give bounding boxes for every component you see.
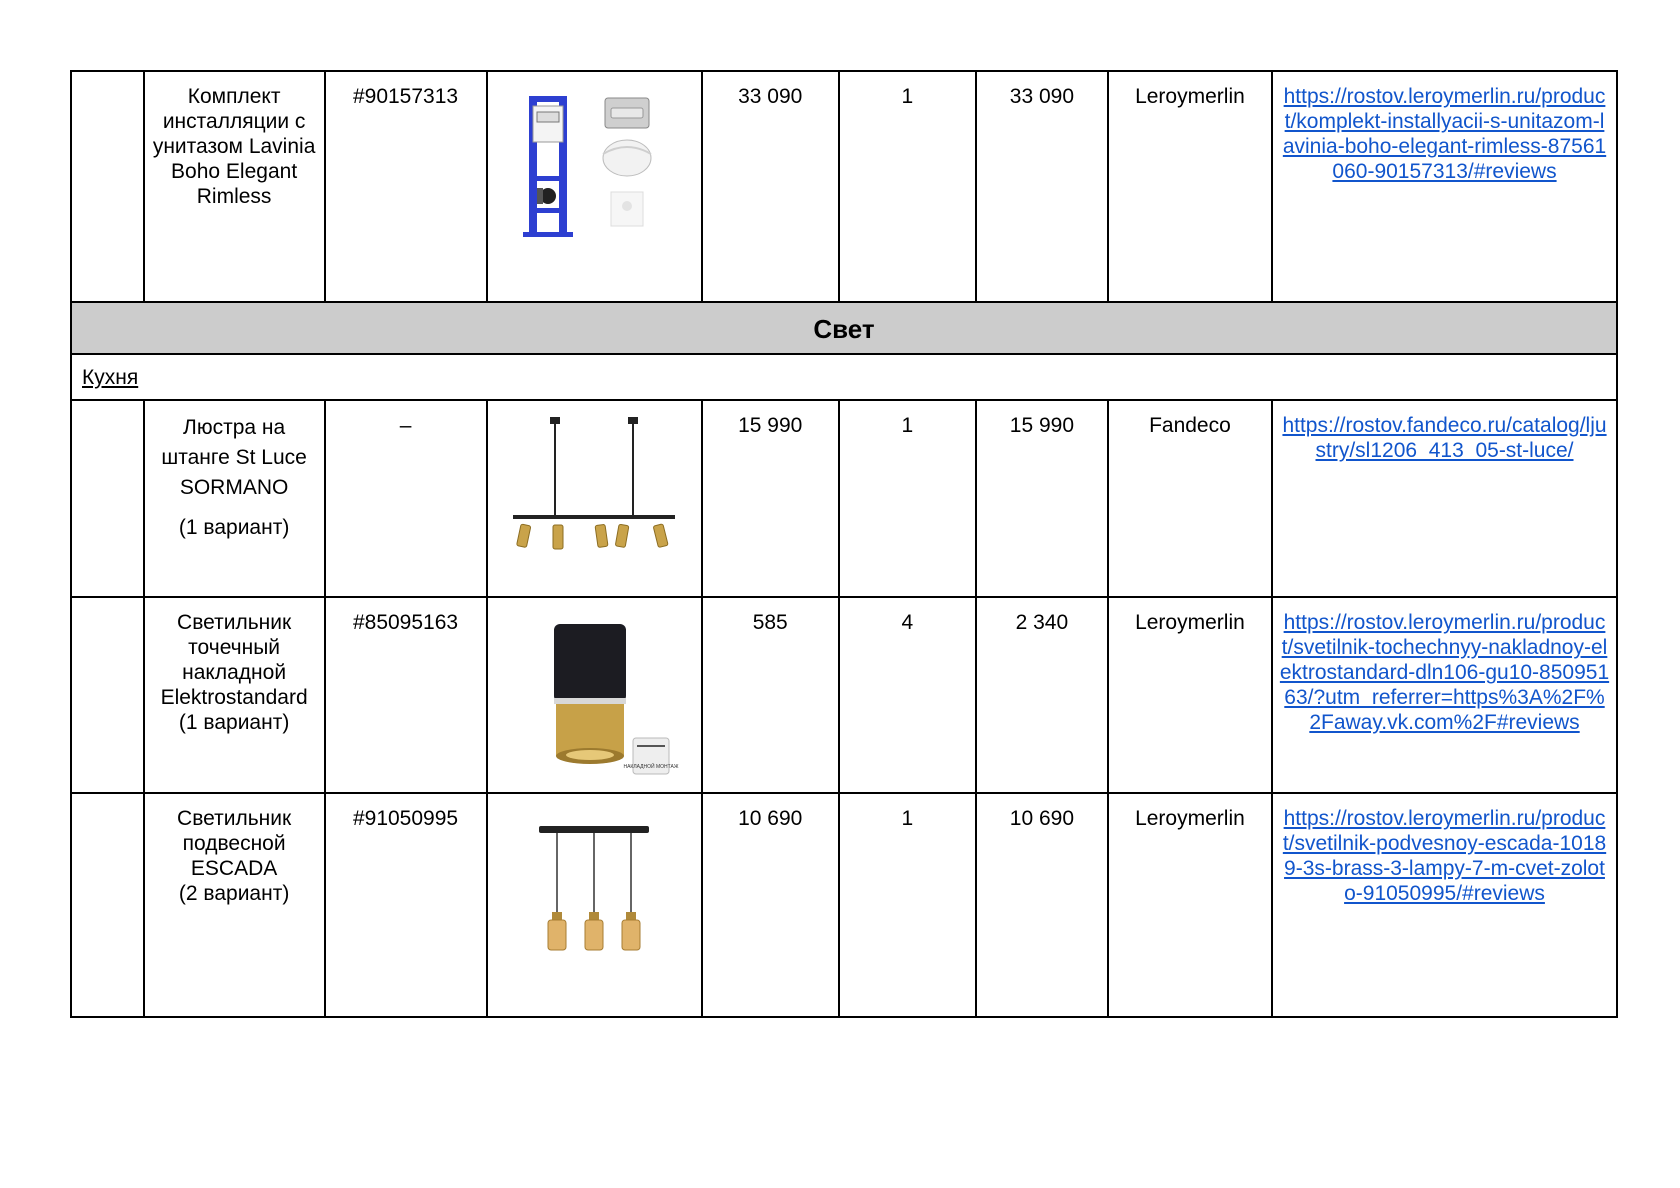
table-row [71,793,1617,1017]
table-row [71,71,1617,302]
total-price: 33 090 [976,71,1108,302]
product-image-cell [487,71,702,302]
section-title: Свет [71,302,1617,354]
product-name: Светильник точечный накладной Elektrostandard [160,611,308,709]
unit-price: 15 990 [702,400,839,597]
product-name: Комплект инсталляции с унитазом Lavinia Boho Elegant Rimless [144,71,325,302]
product-link-cell [1272,400,1617,597]
article-number: #85095163 [325,597,487,793]
unit-price: 10 690 [702,793,839,1017]
subsection-title: Кухня [82,366,139,389]
unit-price: 585 [702,597,839,793]
spot-light-image [519,610,679,780]
product-image-cell [487,597,702,793]
product-name-cell [144,400,325,597]
track-chandelier-image [509,413,679,563]
product-image-cell [487,400,702,597]
index-cell [71,71,144,302]
table-row [71,597,1617,793]
index-cell [71,400,144,597]
article-number: #90157313 [325,71,487,302]
product-link[interactable]: https://rostov.fandeco.ru/catalog/ljustry/sl1206_413_05-st-luce/ [1282,414,1607,462]
index-cell [71,597,144,793]
pendant-lamp-image [529,806,659,976]
product-link[interactable]: https://rostov.leroymerlin.ru/product/komplekt-installyacii-s-unitazom-lavinia-boho-elegant-rimless-87561060-90157313/#reviews [1282,85,1607,183]
store-name: Fandeco [1108,400,1272,597]
article-number: – [325,400,487,597]
quantity: 4 [839,597,976,793]
specification-table [70,70,1618,1018]
product-name: Светильник подвесной ESCADA [177,807,292,880]
product-image-cell [487,793,702,1017]
quantity: 1 [839,793,976,1017]
variant-label: (1 вариант) [178,711,290,734]
store-name: Leroymerlin [1108,793,1272,1017]
variant-label: (2 вариант) [178,882,290,905]
index-cell [71,793,144,1017]
product-name-cell [144,597,325,793]
toilet-installation-image [519,84,669,244]
total-price: 10 690 [976,793,1108,1017]
product-link[interactable]: https://rostov.leroymerlin.ru/product/svetilnik-podvesnoy-escada-10189-3s-brass-3-lampy-7-m-cvet-zoloto-91050995/#reviews [1282,807,1607,905]
subsection-cell [71,354,1617,400]
quantity: 1 [839,71,976,302]
variant-label: (1 вариант) [178,516,290,539]
article-number: #91050995 [325,793,487,1017]
subsection-row [71,354,1617,400]
total-price: 2 340 [976,597,1108,793]
mount-type-badge: НАКЛАДНОЙ МОНТАЖ [623,764,679,770]
store-name: Leroymerlin [1108,71,1272,302]
table-row [71,400,1617,597]
product-link-cell [1272,597,1617,793]
product-link-cell [1272,71,1617,302]
product-link[interactable]: https://rostov.leroymerlin.ru/product/svetilnik-tochechnyy-nakladnoy-elektrostandard-dln106-gu10-85095163/?utm_referrer=https%3A%2F%2Faway.vk.com%2F#reviews [1279,611,1610,734]
store-name: Leroymerlin [1108,597,1272,793]
quantity: 1 [839,400,976,597]
product-name: Люстра на штанге St Luce SORMANO [161,416,307,499]
unit-price: 33 090 [702,71,839,302]
total-price: 15 990 [976,400,1108,597]
product-link-cell [1272,793,1617,1017]
product-name-cell [144,793,325,1017]
section-header-row [71,302,1617,354]
